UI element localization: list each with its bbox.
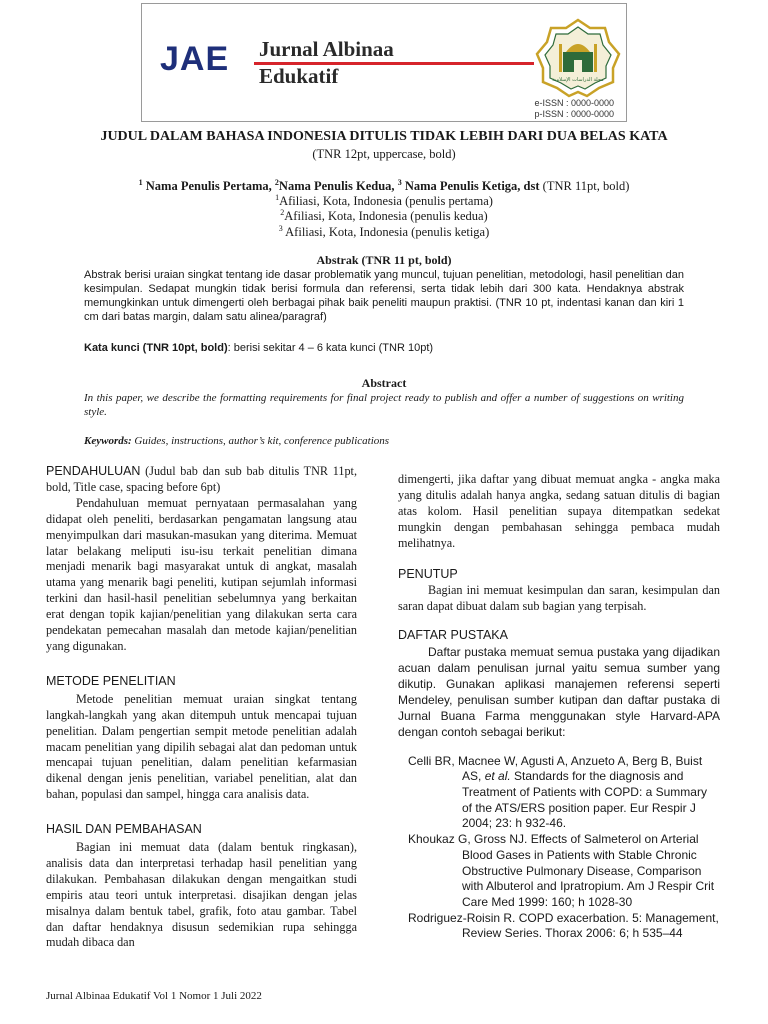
reference-item: Rodriguez-Roisin R. COPD exacerbation. 5: Management, Review Series. Thorax 2006: 6; h 535–44 <box>408 910 719 941</box>
reference-item <box>398 754 720 833</box>
keywords-label: Keywords: <box>84 435 132 447</box>
ref-text: Celli BR, Macnee W, Agusti A, Anzueto A, Berg B, Buist AS, <box>408 753 703 784</box>
metode-heading: METODE PENELITIAN <box>46 673 176 688</box>
pissn: p-ISSN : 0000-0000 <box>534 109 614 119</box>
continued-body: dimengerti, jika daftar yang dibuat memuat angka - angka maka yang ditulis adalah hanya angka, sedang satuan ditulis di bagian atas kolom. Hasil penelitian supaya ditempatkan sedekat mungkin dengan pembahasan sehingga pembaca mudah melihatnya. <box>398 472 720 550</box>
left-column <box>46 464 357 951</box>
affiliation <box>0 224 768 240</box>
author-name: Nama Penulis Kedua, <box>278 179 395 194</box>
metode-body: Metode penelitian memuat uraian singkat tentang langkah-langkah yang akan ditempuh untuk mencapai tujuan penelitian. Dalam pengertian sempit metode penelitian adalah macam penelitian yang dipilih sebagai alat dan pedoman untuk mencapai tujuan penelitian, dalam penelitian kefarmasian dikenal dengan jenis penelitian, variabel penelitian, alat dan bahan, populasi dan sampel, hingga cara analisis data. <box>46 691 357 802</box>
kata-kunci-text: : berisi sekitar 4 – 6 kata kunci (TNR 10pt) <box>227 342 434 354</box>
abstrak-body: Abstrak berisi uraian singkat tentang ide dasar problematik yang muncul, tujuan penelitian, metodologi, hasil penelitian dan kesimpulan. Sedapat mungkin tidak berisi formula dan referensi, serta tidak lebih dari 300 kata. Hendaknya abstrak memungkinkan untuk dimengerti oleh berbagai pihak baik peneliti maupun praktisi. (TNR 10 pt, indentasi kanan dan kiri 1 cm dari batas margin, dalam satu alinea/paragraf) <box>84 269 684 323</box>
ref-etal: et al. <box>484 769 511 784</box>
daftar-pustaka-body: Daftar pustaka memuat semua pustaka yang dijadikan acuan dalam penulisan jurnal yaitu semua sumber yang dikutip. Gunakan aplikasi manajemen referensi seperti Mendeley, penulisan sumber kutipan dan daftar pustaka di Jurnal Buana Farma menggunakan style Harvard-APA dengan contoh sebagai berikut: <box>398 645 720 739</box>
hasil-body: Bagian ini memuat data (dalam bentuk ringkasan), analisis data dan interpretasi terhadap hasil penelitian yang dilakukan. Pembahasan dilakukan dengan mengaitkan studi empiris atau teori untuk interpretasi. disajikan dengan jelas misalnya dalam bentuk tabel, grafik, foto atau gambar. Tabel dan daftar hendaknya disusun sedemikian rupa sehingga mudah dibaca dan <box>46 840 357 950</box>
author-sup: 3 <box>397 178 402 187</box>
reference-item: Khoukaz G, Gross NJ. Effects of Salmeterol on Arterial Blood Gases in Patients with Stable Chronic Obstructive Pulmonary Disease, Comparison with Albuterol and Ipratropium. Am J Respir Crit Care Med 1999: 160; h 1028-30 <box>408 832 715 909</box>
heading-note: (Judul bab dan sub bab ditulis TNR 11pt, bold, Title case, spacing before 6pt) <box>46 464 357 494</box>
abstrak-heading: Abstrak (TNR 11 pt, bold) <box>316 253 452 267</box>
abstract-body: In this paper, we describe the formatting requirements for final project ready to publish and offer a number of suggestions on writing style. <box>84 392 684 418</box>
journal-abbr: JAE <box>160 40 230 78</box>
affil-sup: 2 <box>280 208 285 217</box>
right-column <box>398 472 720 942</box>
kata-kunci-label: Kata kunci (TNR 10pt, bold) <box>84 342 228 354</box>
paper-title: JUDUL DALAM BAHASA INDONESIA DITULIS TIDAK LEBIH DARI DUA BELAS KATA <box>100 129 668 144</box>
author-sup: 2 <box>274 178 279 187</box>
title-note: (TNR 12pt, uppercase, bold) <box>312 147 456 161</box>
authors-note: (TNR 11pt, bold) <box>542 179 630 194</box>
penutup-heading: PENUTUP <box>398 566 458 581</box>
page-footer: Jurnal Albinaa Edukatif Vol 1 Nomor 1 Juli 2022 <box>46 990 262 1002</box>
affil-sup: 1 <box>275 193 280 202</box>
journal-header <box>141 3 627 122</box>
affil-sup: 3 <box>278 224 283 233</box>
author-sup: 1 <box>138 178 143 187</box>
affil-text: Afiliasi, Kota, Indonesia (penulis ketiga) <box>282 225 490 240</box>
ref-text: Standards for the diagnosis and Treatment of Patients with COPD: a Summary of the ATS/ERS position paper. Eur Respir J 2004; 23: h 932-46. <box>462 769 707 831</box>
daftar-pustaka-heading: DAFTAR PUSTAKA <box>398 628 508 643</box>
kata-kunci <box>84 341 684 355</box>
logo-text: مجلة الدراسات الإسلامية <box>552 77 604 83</box>
author-name: Nama Penulis Pertama, <box>145 179 272 194</box>
keywords-text: Guides, instructions, author’s kit, conference publications <box>131 435 390 447</box>
eissn: e-ISSN : 0000-0000 <box>534 98 614 108</box>
pendahuluan-heading-line <box>46 464 357 496</box>
section-heading: PENDAHULUAN <box>46 464 141 478</box>
mosque-seal-icon <box>535 18 621 98</box>
keywords <box>84 434 684 448</box>
pendahuluan-body: Pendahuluan memuat pernyataan permasalahan yang didapat oleh peneliti, berdasarkan pengamatan langsung atau menyimpulkan dari masukan-masukan yang diterima. Memuat latar belakang meliputi isu-isu terkait penelitian dimana menjadi menarik bagi masyarakat untuk di angkat, masalah utama yang menarik bagi peneliti, kutipan sejumlah informasi terkini dan hasil-hasil penelitian sebelumnya yang berkaitan erat dengan topik kajian/penelitian yang dilakukan serta cara pendekatan pemecahan masalah dan metode kajian/penelitian yang digunakan. <box>46 495 357 653</box>
journal-name-line1: Jurnal Albinaa <box>259 37 394 61</box>
affiliation <box>0 208 768 224</box>
affiliation <box>0 193 768 209</box>
penutup-body: Bagian ini memuat kesimpulan dan saran, kesimpulan dan saran dapat dibuat dalam sub bagian yang terpisah. <box>398 583 720 614</box>
abstract-heading: Abstract <box>361 376 407 390</box>
authors-line <box>0 178 768 194</box>
affil-text: Afiliasi, Kota, Indonesia (penulis kedua) <box>284 209 488 224</box>
affil-text: Afiliasi, Kota, Indonesia (penulis pertama) <box>279 194 493 209</box>
journal-name-line2: Edukatif <box>259 64 339 88</box>
author-name: Nama Penulis Ketiga, dst <box>404 179 540 194</box>
hasil-heading: HASIL DAN PEMBAHASAN <box>46 822 202 837</box>
